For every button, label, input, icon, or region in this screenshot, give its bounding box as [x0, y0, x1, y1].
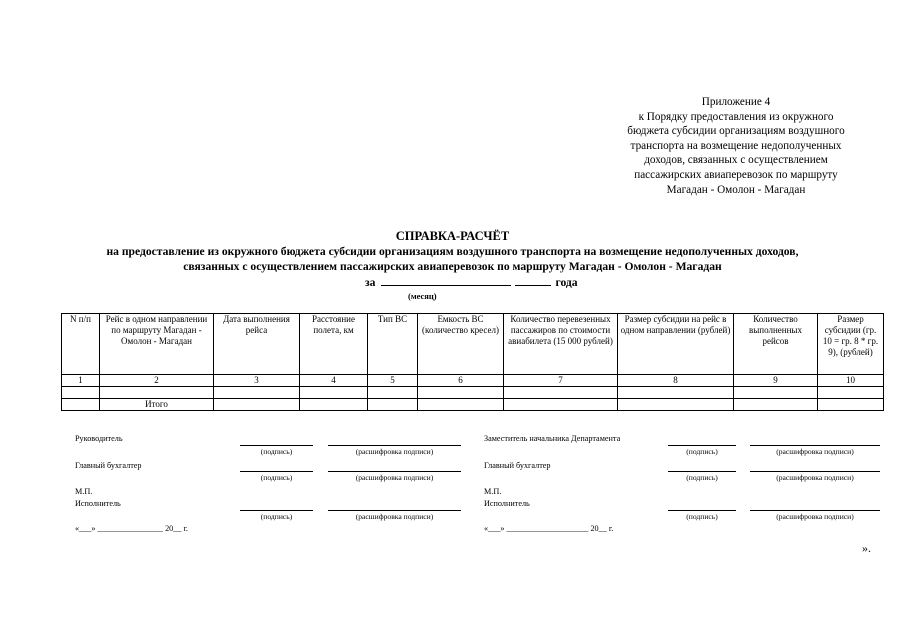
header-cell: Дата выполнения рейса — [214, 314, 300, 375]
header-cell: Расстояние полета, км — [300, 314, 368, 375]
right-accountant-label: Главный бухгалтер — [484, 461, 551, 470]
right-executor-label: Исполнитель — [484, 499, 530, 508]
column-number: 2 — [100, 375, 214, 387]
appendix-line: бюджета субсидии организациям воздушного — [627, 125, 845, 138]
right-executor-decoding-line[interactable] — [750, 510, 880, 511]
left-executor-signature-line[interactable] — [240, 510, 313, 511]
column-number: 10 — [818, 375, 884, 387]
period-suffix: года — [555, 276, 578, 289]
header-cell: Тип ВС — [368, 314, 418, 375]
right-head-label: Заместитель начальника Департамента — [484, 434, 621, 443]
appendix-line: Магадан - Омолон - Магадан — [666, 183, 806, 196]
decoding-caption: (расшифровка подписи) — [355, 473, 434, 482]
decoding-caption: (расшифровка подписи) — [776, 512, 854, 521]
column-number: 6 — [418, 375, 504, 387]
empty-cell[interactable] — [368, 387, 418, 399]
left-date-line[interactable]: «___» ________________ 20__ г. — [75, 524, 188, 533]
header-cell: Размер субсидии на рейс в одном направлении (рублей) — [618, 314, 734, 375]
right-accountant-signature-line[interactable] — [668, 471, 736, 472]
column-number: 9 — [734, 375, 818, 387]
right-head-decoding-line[interactable] — [750, 445, 880, 446]
empty-cell[interactable] — [368, 399, 418, 411]
header-cell: Количество выполненных рейсов — [734, 314, 818, 375]
closing-quote: ». — [862, 541, 871, 555]
empty-cell[interactable] — [62, 399, 100, 411]
signature-caption: (подпись) — [260, 447, 293, 456]
empty-cell[interactable] — [418, 399, 504, 411]
left-accountant-decoding-line[interactable] — [328, 471, 461, 472]
table-row — [62, 387, 884, 399]
header-cell: Количество перевезенных пассажиров по стоимости авиабилета (15 000 рублей) — [504, 314, 618, 375]
calculation-table — [61, 313, 884, 411]
period-prefix: за — [365, 276, 376, 289]
appendix-line: пассажирских авиаперевозок по маршруту — [634, 168, 838, 181]
document-subtitle-line-1: на предоставление из окружного бюджета субсидии организациям воздушного транспорта на возмещение недополученных доходов, — [106, 245, 799, 258]
period-line — [365, 276, 578, 289]
empty-cell[interactable] — [504, 387, 618, 399]
header-cell: Размер субсидии (гр. 10 = гр. 8 * гр. 9), (рублей) — [818, 314, 884, 375]
empty-cell[interactable] — [618, 399, 734, 411]
signature-caption: (подпись) — [260, 473, 293, 482]
column-number: 7 — [504, 375, 618, 387]
signature-caption: (подпись) — [686, 447, 718, 456]
right-head-signature-line[interactable] — [668, 445, 736, 446]
appendix-line: Приложение 4 — [701, 96, 771, 108]
empty-cell[interactable] — [734, 387, 818, 399]
left-executor-label: Исполнитель — [75, 499, 121, 508]
empty-cell[interactable] — [818, 387, 884, 399]
left-accountant-label: Главный бухгалтер — [75, 461, 142, 470]
column-number: 5 — [368, 375, 418, 387]
document-subtitle-line-2: связанных с осуществлением пассажирских авиаперевозок по маршруту Магадан - Омолон - Магадан — [183, 260, 722, 273]
total-row — [62, 399, 884, 411]
decoding-caption: (расшифровка подписи) — [355, 447, 434, 456]
right-executor-signature-line[interactable] — [668, 510, 736, 511]
empty-cell[interactable] — [734, 399, 818, 411]
table-header-row — [62, 314, 884, 375]
month-blank[interactable] — [381, 276, 511, 286]
left-executor-decoding-line[interactable] — [328, 510, 461, 511]
empty-cell[interactable] — [504, 399, 618, 411]
decoding-caption: (расшифровка подписи) — [355, 512, 434, 521]
appendix-line: доходов, связанных с осуществлением — [644, 154, 828, 167]
document-title: СПРАВКА-РАСЧЁТ — [395, 229, 510, 243]
appendix-block — [600, 95, 872, 197]
left-stamp-label: М.П. — [75, 487, 93, 496]
left-head-decoding-line[interactable] — [328, 445, 461, 446]
empty-cell[interactable] — [300, 387, 368, 399]
right-stamp-label: М.П. — [484, 487, 502, 496]
appendix-line: к Порядку предоставления из окружного — [638, 110, 834, 123]
header-cell: Емкость ВС (количество кресел) — [418, 314, 504, 375]
right-accountant-decoding-line[interactable] — [750, 471, 880, 472]
empty-cell[interactable] — [62, 387, 100, 399]
column-number-row — [62, 375, 884, 387]
empty-cell[interactable] — [618, 387, 734, 399]
decoding-caption: (расшифровка подписи) — [776, 473, 854, 482]
column-number: 4 — [300, 375, 368, 387]
left-head-label: Руководитель — [75, 434, 123, 443]
header-cell: Рейс в одном направлении по маршруту Магадан - Омолон - Магадан — [100, 314, 214, 375]
header-cell: N п/п — [62, 314, 100, 375]
empty-cell[interactable] — [818, 399, 884, 411]
month-caption: (месяц) — [408, 291, 437, 301]
column-number: 3 — [214, 375, 300, 387]
decoding-caption: (расшифровка подписи) — [776, 447, 854, 456]
total-label: Итого — [100, 399, 214, 411]
empty-cell[interactable] — [214, 387, 300, 399]
empty-cell[interactable] — [214, 399, 300, 411]
left-accountant-signature-line[interactable] — [240, 471, 313, 472]
column-number: 1 — [62, 375, 100, 387]
signature-caption: (подпись) — [260, 512, 293, 521]
empty-cell[interactable] — [418, 387, 504, 399]
empty-cell[interactable] — [100, 387, 214, 399]
signature-caption: (подпись) — [686, 473, 718, 482]
year-blank[interactable] — [515, 276, 551, 286]
empty-cell[interactable] — [300, 399, 368, 411]
right-date-line[interactable]: «___» ____________________ 20__ г. — [484, 524, 614, 533]
appendix-line: транспорта на возмещение недополученных — [630, 139, 842, 152]
column-number: 8 — [618, 375, 734, 387]
left-head-signature-line[interactable] — [240, 445, 313, 446]
signature-caption: (подпись) — [686, 512, 718, 521]
